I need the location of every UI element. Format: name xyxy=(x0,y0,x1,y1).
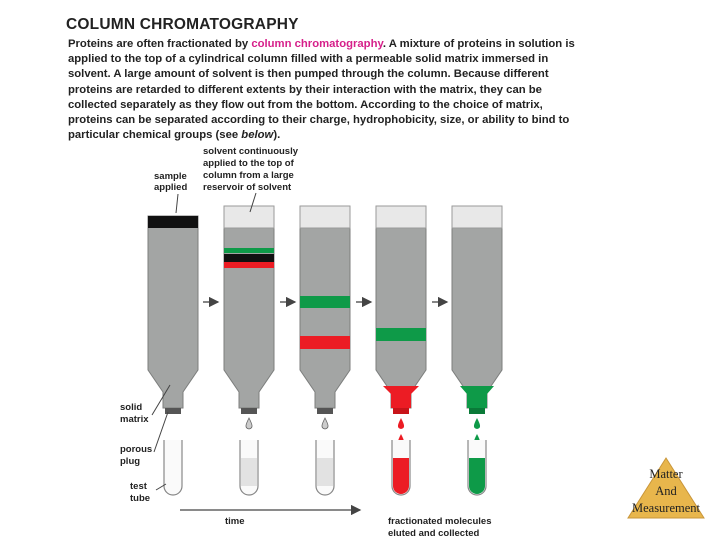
paragraph-text-3: ). xyxy=(273,129,281,142)
corner-badge-label xyxy=(620,466,712,517)
column-2 xyxy=(224,206,274,495)
tube-liquid xyxy=(241,458,257,486)
red-eluting-band xyxy=(383,386,419,408)
drop xyxy=(322,418,328,429)
solvent-reservoir xyxy=(300,206,350,228)
tube-liquid xyxy=(317,458,333,486)
column-1 xyxy=(148,216,198,495)
column-body xyxy=(224,206,274,408)
column-body xyxy=(148,216,198,408)
sample-pointer xyxy=(176,194,178,213)
solvent-reservoir xyxy=(376,206,426,228)
fractionated-label: fractionated molecules eluted and collected xyxy=(388,516,492,539)
badge-line: And xyxy=(655,484,677,498)
column-5 xyxy=(452,206,502,495)
solvent-reservoir xyxy=(452,206,502,228)
green-eluting-band xyxy=(460,386,494,408)
column-3 xyxy=(300,206,350,495)
red-band xyxy=(300,336,350,349)
green-fraction xyxy=(469,458,485,494)
sample-applied-label: sample applied xyxy=(154,171,188,193)
solvent-reservoir xyxy=(224,206,274,228)
solid-matrix-label: solid matrix xyxy=(120,402,149,425)
badge-line: Measurement xyxy=(631,501,701,515)
solvent-label: solvent continuously applied to the top of column from a large reservoir of solvent xyxy=(203,146,299,193)
page-title: COLUMN CHROMATOGRAPHY xyxy=(66,16,299,33)
porous-plug xyxy=(469,408,485,414)
badge-line: Matter xyxy=(649,467,683,481)
green-band xyxy=(376,328,426,341)
red-drop xyxy=(398,418,404,429)
green-drop xyxy=(474,418,480,429)
paragraph-italic: below xyxy=(241,129,274,142)
black-band xyxy=(224,254,274,262)
test-tube-label: test tube xyxy=(130,481,151,504)
red-fraction xyxy=(393,458,409,494)
sample-band xyxy=(148,216,198,228)
porous-plug xyxy=(241,408,257,414)
test-tube xyxy=(164,440,182,495)
column-body xyxy=(376,206,426,408)
drop xyxy=(246,418,252,429)
red-band xyxy=(224,262,274,268)
paragraph-text-1: Proteins are often fractionated by xyxy=(68,38,252,50)
column-body xyxy=(452,206,502,408)
paragraph-text-2: . A mixture of proteins in solution is applied to the top of a cylindrical column filled with a permeable solid matrix immersed in solvent. A large amount of solvent is then pumped through the column. Because different proteins are retarded to different extents by their interaction with the matrix, they can be collected separately as they flow out from the bottom. According to the choice of matrix, proteins can be separated according to their charge, hydrophobicity, size, or ability to bind to particular chemical groups (see xyxy=(68,38,575,142)
time-label: time xyxy=(225,516,245,527)
green-band xyxy=(224,248,274,253)
porous-plug xyxy=(317,408,333,414)
green-band xyxy=(300,296,350,308)
porous-plug xyxy=(393,408,409,414)
paragraph-highlight: column chromatography xyxy=(251,38,383,50)
column-4 xyxy=(376,206,426,495)
porous-plug-label: porous plug xyxy=(120,444,153,467)
